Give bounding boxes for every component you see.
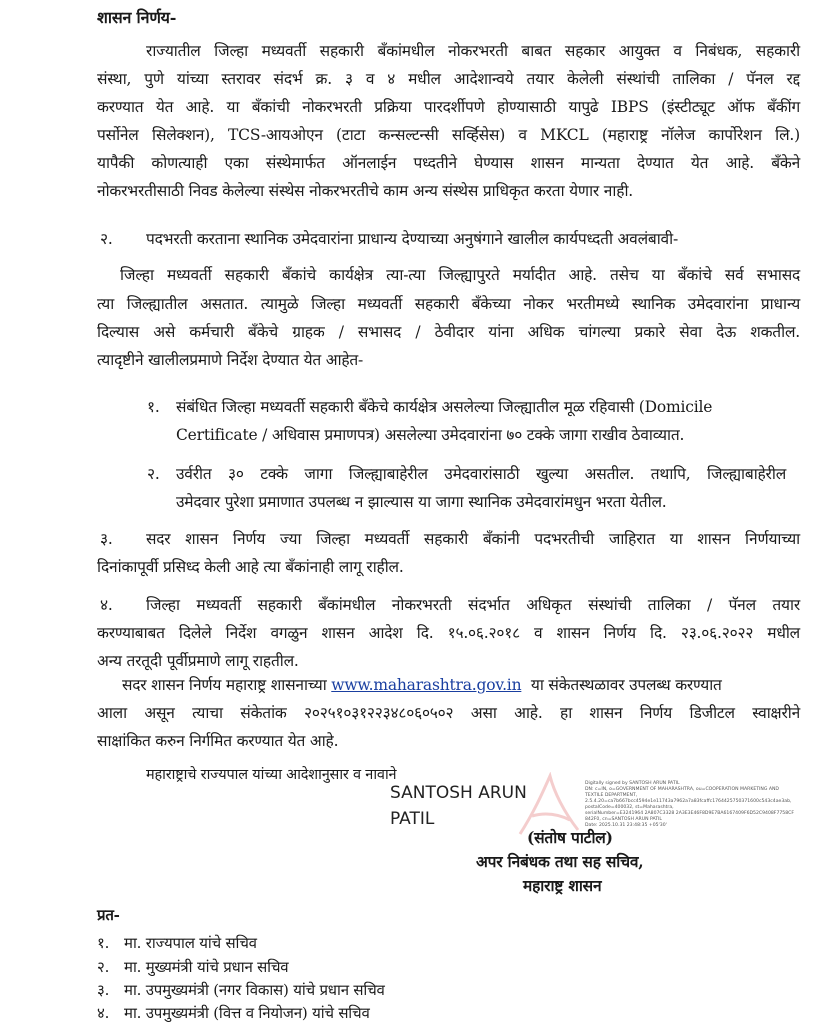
sub-item-line: उर्वरीत ३० टक्के जागा जिल्ह्याबाहेरील उमेदवारांसाठी खुल्या असतील. तथापि, जिल्ह्याबाहेरील [176,465,786,483]
signer-name-line2: PATIL [390,809,435,829]
paragraph-number: ४. [100,596,113,614]
paragraph-title: पदभरती करताना स्थानिक उमेदवारांना प्राधान्य देण्याच्या अनुषंगाने खालील कार्यपध्दती अवलंबावी- [146,230,679,248]
sub-item-number: १. [147,398,160,416]
list-item-text: मा. उपमुख्यमंत्री (वित्त व नियोजन) यांचे सचिव [124,1004,370,1022]
paragraph-line: सदर शासन निर्णय ज्या जिल्हा मध्यवर्ती सहकारी बँकांनी पदभरतीची जाहिरात या शासन निर्णयाच्या [146,530,800,548]
dsig-line: serialNumber=E3241964 2A807C3328 2A3E3E46F8D9E7BA6167409F6D52C9408F7758CF [585,811,794,816]
page-heading: शासन निर्णय- [97,8,177,27]
paragraph-line: दिल्यास असे कर्मचारी बँकेचे ग्राहक / सभासद / ठेवीदार यांना अधिक चांगल्या प्रकारे सेवा देऊ शकतील. [97,323,800,341]
dsig-line: 2.5.4.20=ca7b667bcc4594e1e11743a7962a7a83fcaffc1764425750371600c543c4ae3ab, [585,799,792,804]
list-item-text: मा. राज्यपाल यांचे सचिव [124,934,257,952]
order-line: महाराष्ट्राचे राज्यपाल यांच्या आदेशानुसार व नावाने [146,767,397,783]
paragraph-line: दिनांकापूर्वी प्रसिध्द केली आहे त्या बँकांनाही लागू राहील. [97,558,404,576]
paragraph-line: राज्यातील जिल्हा मध्यवर्ती सहकारी बँकांमधील नोकरभरती बाबत सहकार आयुक्त व निबंधक, सहकारी [146,42,800,60]
dsig-line: Digitally signed by SANTOSH ARUN PATIL [585,781,680,786]
list-item-number: २. [97,958,110,976]
signer-department: महाराष्ट्र शासन [523,876,602,895]
publication-line: आला असून त्याचा संकेतांक २०२५१०३१२२३४८०६०५०२ असा आहे. हा शासन निर्णय डिजीटल स्वाक्षरीने [97,704,800,722]
paragraph-number: २. [100,230,113,248]
paragraph-number: ३. [100,530,113,548]
dsig-line: 842F0, cn=SANTOSH ARUN PATIL [585,817,662,822]
paragraph-line: करण्याबाबत दिलेले निर्देश वगळुन शासन आदेश दि. १५.०६.२०१८ व शासन निर्णय दि. २३.०६.२०२२ मधील [97,624,800,642]
sub-item-line: Certificate / अधिवास प्रमाणपत्र) असलेल्या उमेदवारांना ७० टक्के जागा राखीव ठेवाव्यात. [176,426,685,444]
publication-line [122,675,722,695]
publication-line: साक्षांकित करुन निर्गमित करण्यात येत आहे. [97,732,339,750]
paragraph-line: करण्यात येत आहे. या बँकांची नोकरभरती प्रक्रिया पारदर्शीपणे होण्यासाठी यापुढे IBPS (इंस्टीट्यूट ऑफ बँकींग [97,98,800,116]
list-item-number: ३. [97,981,110,999]
publication-suffix: या संकेतस्थळावर उपलब्ध करण्यात [530,676,722,694]
list-item-number: १. [97,934,110,952]
dsig-line: TEXTILE DEPARTMENT, [585,793,638,798]
signer-name-line1: SANTOSH ARUN [390,783,527,803]
paragraph-line: नोकरभरतीसाठी निवड केलेल्या संस्थेस नोकरभरतीचे काम अन्य संस्थेस प्राधिकृत करता येणार नाही. [97,182,633,200]
dsig-line: Date: 2025.10.31 23:48:35 +05'30' [585,823,667,828]
paragraph-line: त्या जिल्ह्यातील असतात. त्यामुळे जिल्हा मध्यवर्ती सहकारी बँकेच्या नोकर भरतीमध्ये स्थानिक उमेदवारांना प्राधान्य [97,295,800,313]
paragraph-line: त्यादृष्टीने खालीलप्रमाणे निर्देश देण्यात येत आहेत- [97,351,364,369]
signer-name-marathi: (संतोष पाटील) [527,828,613,847]
list-item-number: ४. [97,1004,110,1022]
copies-heading: प्रत- [97,906,120,924]
publication-prefix: सदर शासन निर्णय महाराष्ट्र शासनाच्या [122,676,327,694]
paragraph-line: पर्सोनेल सिलेक्शन), TCS-आयओएन (टाटा कन्सल्टन्सी सर्व्हिसेस) व MKCL (महाराष्ट्र नॉलेज कार्पोरेशन लि.) [97,126,800,144]
paragraph-line: जिल्हा मध्यवर्ती सहकारी बँकांमधील नोकरभरती संदर्भात अधिकृत संस्थांची तालिका / पॅनल तयार [146,596,800,614]
list-item-text: मा. उपमुख्यमंत्री (नगर विकास) यांचे प्रधान सचिव [124,981,385,999]
paragraph-line: जिल्हा मध्यवर्ती सहकारी बँकांचे कार्यक्षेत्र त्या-त्या जिल्ह्यापुरते मर्यादीत आहे. तसेच या बँकांचे सर्व सभासद [120,266,800,284]
signer-designation: अपर निबंधक तथा सह सचिव, [476,852,644,871]
sub-item-number: २. [147,465,160,483]
sub-item-line: उमेदवार पुरेशा प्रमाणात उपलब्ध न झाल्यास या जागा स्थानिक उमेदवारांमधुन भरता येतील. [176,493,667,511]
paragraph-line: यापैकी कोणत्याही एका संस्थेमार्फत ऑनलाईन पध्दतीने घेण्यास शासन मान्यता देण्यात येत आहे. बँकेने [97,154,800,172]
paragraph-line: संस्था, पुणे यांच्या स्तरावर संदर्भ क्र. ३ व ४ मधील आदेशान्वये तयार केलेली संस्थांची तालिका / पॅनल रद्द [97,70,800,88]
sub-item-line: संबंधित जिल्हा मध्यवर्ती सहकारी बँकेचे कार्यक्षेत्र असलेल्या जिल्ह्यातील मूळ रहिवासी (Domicile [176,398,713,416]
website-link[interactable]: www.maharashtra.gov.in [331,676,522,694]
paragraph-line: अन्य तरतूदी पूर्वीप्रमाणे लागू राहतील. [97,652,299,670]
dsig-line: postalCode=400032, st=Maharashtra, [585,805,674,810]
list-item-text: मा. मुख्यमंत्री यांचे प्रधान सचिव [124,958,289,976]
dsig-line: DN: c=IN, o=GOVERNMENT OF MAHARASHTRA, ou=COOPERATION MARKETING AND [585,787,779,792]
